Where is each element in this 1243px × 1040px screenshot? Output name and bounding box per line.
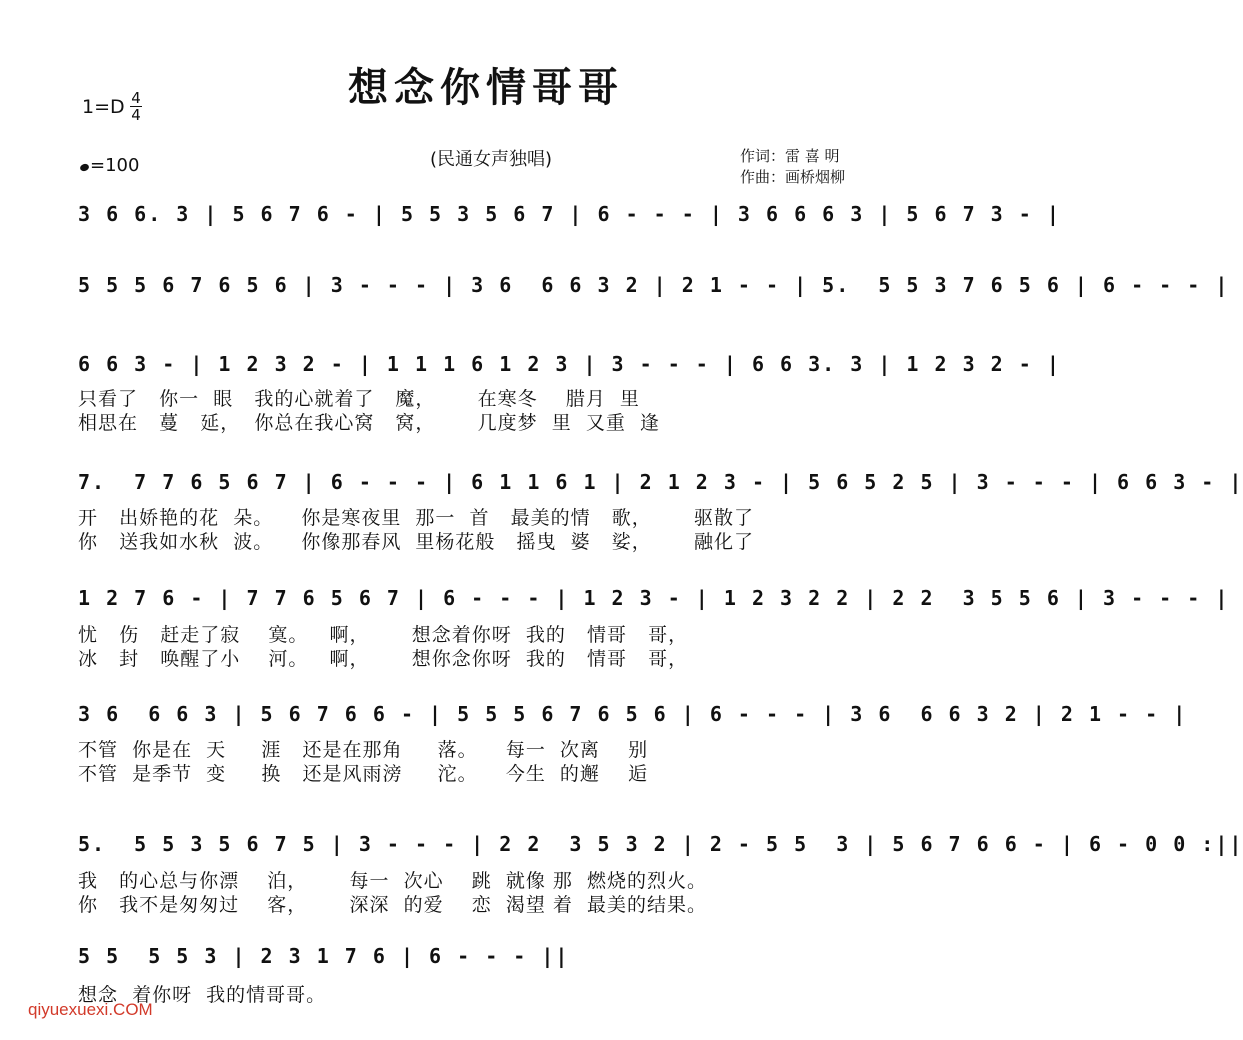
key-signature: 1=D bbox=[82, 96, 125, 118]
time-bottom: 4 bbox=[131, 106, 141, 124]
notation-line: 5 5 5 6 7 6 5 6 | 3 - - - | 3 6 6 6 3 2 | 2 1 - - | 5. 5 5 3 7 6 5 6 | 6 - - - | bbox=[78, 273, 1230, 297]
notation-line: 5 5 5 5 3 | 2 3 1 7 6 | 6 - - - || bbox=[78, 944, 570, 968]
song-title: 想念你情哥哥 bbox=[348, 64, 624, 111]
notation-line: 6 6 3 - | 1 2 3 2 - | 1 1 1 6 1 2 3 | 3 - - - | 6 6 3. 3 | 1 2 3 2 - | bbox=[78, 352, 1061, 376]
lyric-line-2: 你 我不是匆匆过 客， 深深 的爱 恋 渴望 着 最美的结果。 bbox=[78, 894, 707, 916]
site-watermark: qiyuexuexi.COM bbox=[28, 1000, 153, 1019]
notation-line: 3 6 6. 3 | 5 6 7 6 - | 5 5 3 5 6 7 | 6 - - - | 3 6 6 6 3 | 5 6 7 3 - | bbox=[78, 202, 1061, 226]
lyric-line-2: 你 送我如水秋 波。 你像那春风 里杨花般 摇曳 婆 娑， 融化了 bbox=[78, 531, 754, 553]
composer-credit: 作曲：画桥烟柳 bbox=[740, 168, 846, 186]
notation-line: 1 2 7 6 - | 7 7 6 5 6 7 | 6 - - - | 1 2 3 - | 1 2 3 2 2 | 2 2 3 5 5 6 | 3 - - - | bbox=[78, 586, 1230, 610]
lyricist-credit: 作词：雷 喜 明 bbox=[740, 147, 840, 165]
tempo-marking bbox=[80, 155, 139, 176]
lyric-line-2: 相思在 蔓 延， 你总在我心窝 窝， 几度梦 里 又重 逢 bbox=[78, 412, 660, 434]
notation-line: 5. 5 5 3 5 6 7 5 | 3 - - - | 2 2 3 5 3 2 | 2 - 5 5 3 | 5 6 7 6 6 - | 6 - 0 0 :|| bbox=[78, 832, 1243, 856]
lyric-line-1: 想念 着你呀 我的情哥哥。 bbox=[78, 984, 327, 1006]
lyric-line-2: 冰 封 唤醒了小 河。 啊， 想你念你呀 我的 情哥 哥， bbox=[78, 648, 689, 670]
time-top: 4 bbox=[131, 89, 141, 107]
quarter-note-icon bbox=[79, 163, 90, 173]
subtitle: (民通女声独唱) bbox=[430, 149, 553, 170]
lyric-line-1: 不管 你是在 天 涯 还是在那角 落。 每一 次离 别 bbox=[78, 739, 649, 761]
notation-line: 3 6 6 6 3 | 5 6 7 6 6 - | 5 5 5 6 7 6 5 6 | 6 - - - | 3 6 6 6 3 2 | 2 1 - - | bbox=[78, 702, 1188, 726]
lyric-line-1: 我 的心总与你漂 泊， 每一 次心 跳 就像 那 燃烧的烈火。 bbox=[78, 870, 707, 892]
tempo-value: =100 bbox=[90, 155, 140, 176]
notation-line: 7. 7 7 6 5 6 7 | 6 - - - | 6 1 1 6 1 | 2 1 2 3 - | 5 6 5 2 5 | 3 - - - | 6 6 3 - | bbox=[78, 470, 1243, 494]
lyric-line-1: 忧 伤 赶走了寂 寞。 啊， 想念着你呀 我的 情哥 哥， bbox=[78, 624, 689, 646]
lyric-line-2: 不管 是季节 变 换 还是风雨滂 沱。 今生 的邂 逅 bbox=[78, 763, 649, 785]
time-signature bbox=[130, 90, 142, 123]
lyric-line-1: 只看了 你一 眼 我的心就着了 魔， 在寒冬 腊月 里 bbox=[78, 388, 640, 410]
lyric-line-1: 开 出娇艳的花 朵。 你是寒夜里 那一 首 最美的情 歌， 驱散了 bbox=[78, 507, 754, 529]
